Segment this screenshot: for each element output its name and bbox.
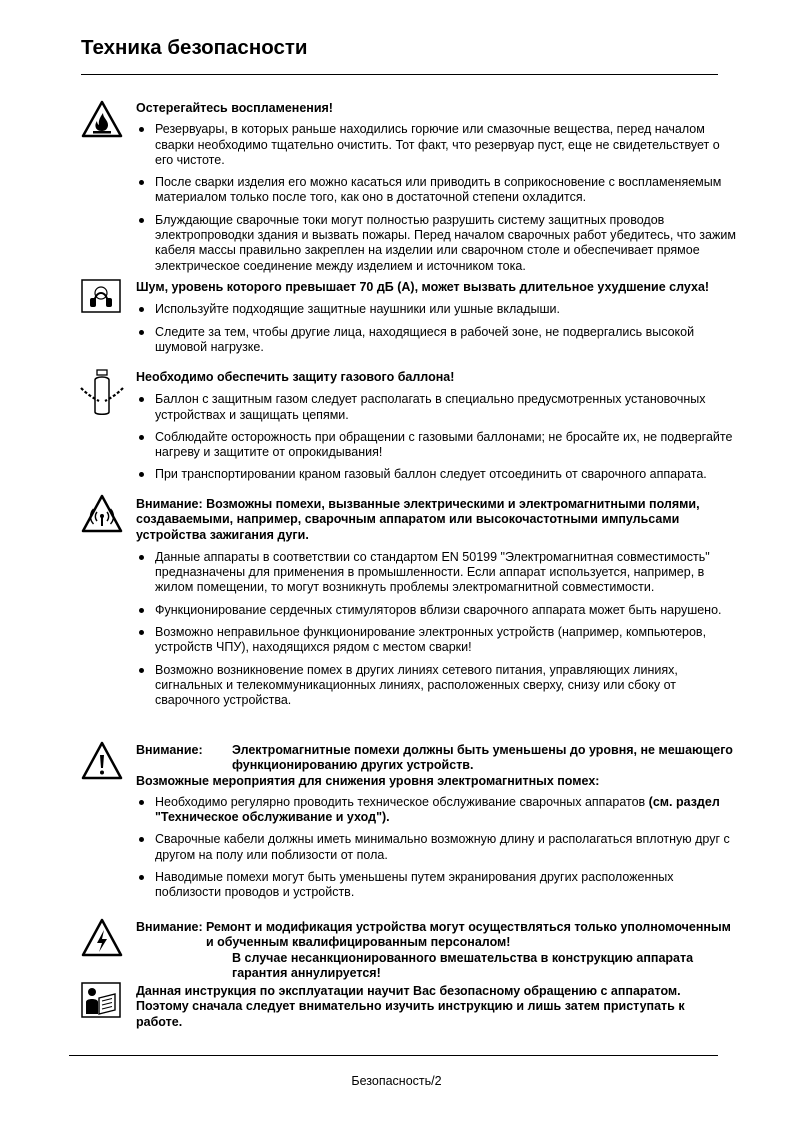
gas-list	[136, 392, 736, 482]
repair-attention	[136, 920, 736, 981]
repair-line-2: В случае несанкционированного вмешательства в конструкцию аппарата гарантия аннулируется!	[232, 950, 694, 980]
page-footer: Безопасность/2	[351, 1074, 442, 1088]
emi-measures-section	[136, 743, 736, 901]
list-item: Возможно возникновение помех в других линиях сетевого питания, управляющих линиях, сигнальных и телекоммуникационных линиях, расположенных сверху, снизу или сбоку от сварочного устройства.	[136, 663, 736, 709]
high-voltage-warning-icon	[81, 918, 123, 958]
page-title: Техника безопасности	[81, 36, 308, 59]
list-item: Используйте подходящие защитные наушники или ушные вкладыши.	[136, 302, 736, 317]
emi-list	[136, 550, 736, 709]
list-item: После сварки изделия его можно касаться или приводить в соприкосновение с воспламеняемым материалом только после того, как оно в достаточной степени охладится.	[136, 175, 736, 206]
fire-heading: Остерегайтесь воспламенения!	[136, 101, 333, 115]
attention-label: Внимание:	[136, 743, 203, 757]
fire-warning-icon	[81, 100, 123, 138]
list-item: Функционирование сердечных стимуляторов вблизи сварочного аппарата может быть нарушено.	[136, 603, 736, 618]
list-item: Резервуары, в которых раньше находились горючие или смазочные вещества, перед началом сварки необходимо тщательно очистить. Тот факт, что резервуар пуст, еще не свидетельствует о его чистоте.	[136, 122, 736, 168]
gas-cylinder-icon	[79, 368, 125, 418]
list-item: Возможно неправильное функционирование электронных устройств (например, компьютеров, устройств ЧПУ), находящихся рядом с местом сварки!	[136, 625, 736, 656]
read-manual-icon	[81, 982, 121, 1018]
repair-text	[206, 920, 736, 981]
header-rule	[81, 74, 718, 75]
footer-rule	[69, 1055, 718, 1056]
noise-section	[136, 280, 736, 355]
list-item: Сварочные кабели должны иметь минимально возможную длину и располагаться вплотную друг с другом на полу или поблизости от пола.	[136, 832, 736, 863]
list-item: При транспортировании краном газовый баллон следует отсоединить от сварочного аппарата.	[136, 467, 736, 482]
list-item: Данные аппараты в соответствии со стандартом EN 50199 "Электромагнитная совместимость" предназначены для применения в промышленности. Если аппарат используется, например, в жилом помещении, то могут возникнуть проблемы электромагнитной совместимости.	[136, 550, 736, 596]
exclamation-warning-icon	[81, 741, 123, 781]
list-item-text: Необходимо регулярно проводить техническое обслуживание сварочных аппаратов	[155, 794, 649, 809]
noise-heading: Шум, уровень которого превышает 70 дБ (А), может вызвать длительное ухудшение слуха!	[136, 280, 710, 294]
list-item: Блуждающие сварочные токи могут полностью разрушить систему защитных проводов электропроводки здания и вызвать пожары. Перед началом сварочных работ убедитесь, что зажим кабеля массы правильно закреплен на изделии или сварочном столе и обеспечивает прямое электрическое соединение между изделием и источником тока.	[136, 213, 736, 274]
gas-section	[136, 370, 736, 483]
measures-heading: Возможные мероприятия для снижения уровня электромагнитных помех:	[136, 773, 600, 788]
list-item	[136, 795, 736, 826]
radiation-warning-icon	[81, 494, 123, 534]
emi-heading: Внимание: Возможны помехи, вызванные электрическими и электромагнитными полями, создаваемыми, например, сварочным аппаратом или высокочастотными импульсами устройства зажигания дуги.	[136, 497, 700, 542]
emi-attention	[136, 743, 736, 774]
fire-list	[136, 122, 736, 274]
manual-text: Данная инструкция по эксплуатации научит Вас безопасному обращению с аппаратом. Поэтому сначала следует внимательно изучить инструкцию и лишь затем приступать к работе.	[136, 984, 685, 1029]
emi-section	[136, 497, 736, 709]
list-item: Следите за тем, чтобы другие лица, находящиеся в рабочей зоне, не подвергались высокой шумовой нагрузке.	[136, 325, 736, 356]
measures-list	[136, 795, 736, 901]
attention-label: Внимание:	[136, 920, 203, 934]
fire-section	[136, 101, 736, 274]
attention-text: Электромагнитные помехи должны быть уменьшены до уровня, не мешающего функционированию других устройств.	[232, 743, 733, 773]
list-item-reference: (см. раздел "Техническое обслуживание и уход").	[155, 794, 720, 825]
list-item: Баллон с защитным газом следует располагать в специально предусмотренных установочных устройствах и защищать цепями.	[136, 392, 736, 423]
manual-section	[136, 984, 726, 1030]
list-item: Соблюдайте осторожность при обращении с газовыми баллонами; не бросайте их, не подвергайте нагреву и защитите от опрокидывания!	[136, 430, 736, 461]
repair-section	[136, 920, 736, 981]
noise-list	[136, 302, 736, 355]
repair-line-1: Ремонт и модификация устройства могут осуществляться только уполномоченным и обученным квалифицированным персоналом!	[206, 920, 731, 950]
ear-protection-icon	[81, 279, 121, 313]
list-item: Наводимые помехи могут быть уменьшены путем экранирования других расположенных поблизости проводов и устройств.	[136, 870, 736, 901]
gas-heading: Необходимо обеспечить защиту газового баллона!	[136, 370, 455, 384]
